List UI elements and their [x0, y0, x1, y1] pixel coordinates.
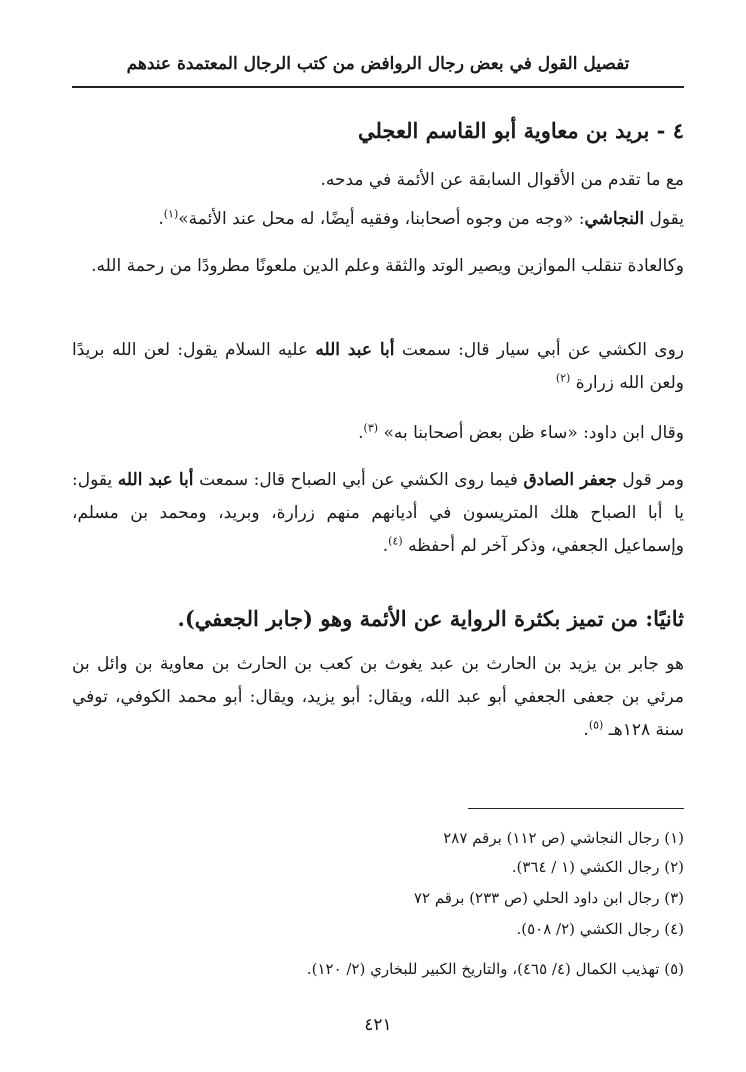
p2-end: .	[158, 209, 164, 229]
p4-name: أبا عبد الله	[315, 340, 395, 360]
footnote-rule	[468, 808, 684, 809]
header-rule	[72, 86, 684, 88]
p7-end: .	[583, 720, 589, 740]
footnote-ref-4[interactable]: (٤)	[388, 534, 403, 548]
paragraph-6	[72, 464, 684, 563]
document-page	[72, 0, 684, 1072]
paragraph-2	[72, 203, 684, 236]
p5-text: وقال ابن داود: «ساء ظن بعض أصحابنا به»	[383, 423, 684, 443]
footnote-3: (٣) رجال ابن داود الحلي (ص ٢٣٣) برقم ٧٢	[413, 889, 684, 907]
paragraph-7	[72, 648, 684, 747]
footnote-4: (٤) رجال الكشي (٢/ ٥٠٨).	[516, 920, 684, 938]
footnote-ref-5[interactable]: (٥)	[588, 718, 604, 732]
p2-name: النجاشي	[584, 209, 645, 229]
p2-quote: : «وجه من وجوه أصحابنا، وفقيه أيضًا، له محل عند الأئمة»	[178, 209, 585, 229]
p2-lead: يقول	[644, 209, 684, 229]
section-heading-2: ثانيًا: من تميز بكثرة الرواية عن الأئمة وهو (جابر الجعفي).	[177, 606, 684, 631]
section-heading-4: ٤ - بريد بن معاوية أبو القاسم العجلي	[357, 118, 684, 143]
p6-name1: جعفر الصادق	[523, 470, 617, 490]
p4-rest: عليه السلام يقول: لعن الله بريدًا ولعن الله زرارة	[72, 340, 684, 393]
p6-mid: فيما روى الكشي عن أبي الصباح قال: سمعت	[193, 470, 524, 490]
p6-name2: أبا عبد الله	[117, 470, 194, 490]
footnote-ref-3[interactable]: (٣)	[363, 421, 379, 435]
page-number: ٤٢١	[364, 1015, 392, 1035]
p7-text: هو جابر بن يزيد بن الحارث بن عبد يغوث بن كعب بن الحارث بن معاوية بن وائل بن مرئي بن جعفى الجعفي أبو عبد الله، ويقال: أبو يزيد، ويقال: أبو محمد الكوفي، توفي سنة ١٢٨هـ	[72, 654, 684, 740]
footnote-2: (٢) رجال الكشي (١ / ٣٦٤).	[511, 858, 684, 876]
p6-rest: يقول: يا أبا الصباح هلك المتريسون في أديانهم منهم زرارة، وبريد، ومحمد بن مسلم، وإسماعيل الجعفي، وذكر آخر لم أحفظه	[72, 470, 684, 556]
p6-end: .	[382, 536, 389, 556]
footnote-ref-1[interactable]: (١)	[163, 207, 179, 221]
paragraph-1: مع ما تقدم من الأقوال السابقة عن الأئمة في مدحه.	[320, 170, 684, 190]
paragraph-4	[72, 334, 684, 400]
paragraph-5	[72, 417, 684, 450]
p4-lead: روى الكشي عن أبي سيار قال: سمعت	[394, 340, 684, 360]
footnote-1: (١) رجال النجاشي (ص ١١٢) برقم ٢٨٧	[443, 829, 684, 847]
running-header: تفصيل القول في بعض رجال الروافض من كتب الرجال المعتمدة عندهم	[126, 54, 630, 74]
p6-lead: ومر قول	[616, 470, 684, 490]
p5-end: .	[358, 423, 364, 443]
footnote-ref-2[interactable]: (٢)	[555, 371, 571, 385]
footnote-5: (٥) تهذيب الكمال (٤/ ٤٦٥)، والتاريخ الكبير للبخاري (٢/ ١٢٠).	[306, 960, 684, 978]
paragraph-3: وكالعادة تنقلب الموازين ويصير الوتد والثقة وعلم الدين ملعونًا مطرودًا من رحمة الله.	[91, 256, 684, 276]
